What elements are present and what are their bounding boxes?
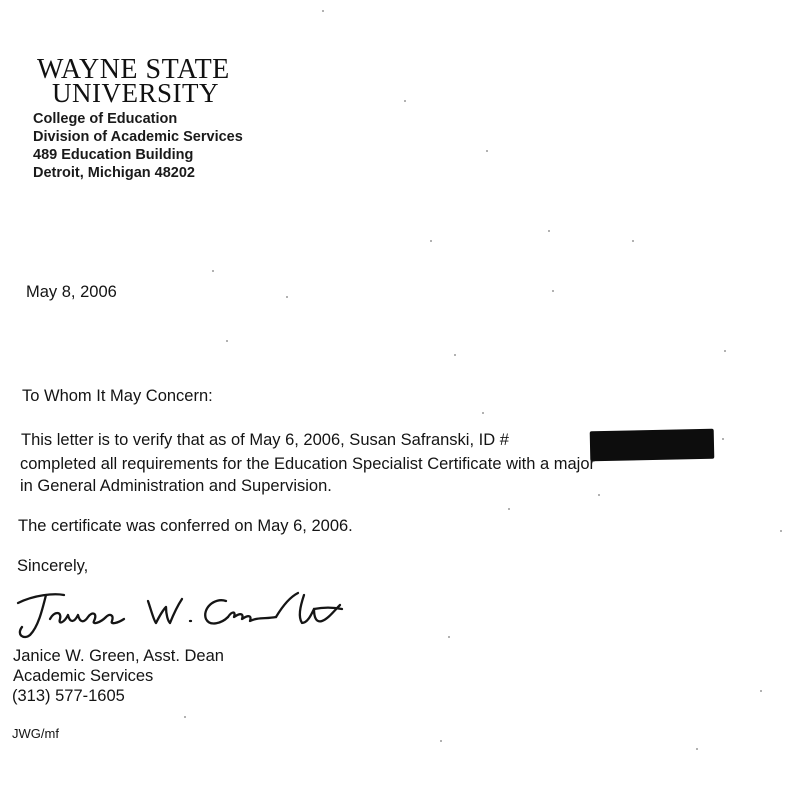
letterhead-college: College of Education xyxy=(33,111,178,127)
paragraph1-line3: in General Administration and Supervision. xyxy=(20,477,332,495)
salutation: To Whom It May Concern: xyxy=(22,387,213,405)
letter-date: May 8, 2006 xyxy=(26,283,117,301)
signer-department: Academic Services xyxy=(13,667,154,685)
letterhead-building: 489 Education Building xyxy=(33,147,194,163)
letterhead-city: Detroit, Michigan 48202 xyxy=(33,165,195,181)
handwritten-signature xyxy=(14,583,354,643)
redaction-block xyxy=(590,429,715,462)
university-logo-line1: WAYNE STATE xyxy=(37,54,230,85)
signer-phone: (313) 577-1605 xyxy=(12,687,125,705)
paragraph1-line2: completed all requirements for the Education Specialist Certificate with a major xyxy=(20,455,596,473)
typist-initials: JWG/mf xyxy=(12,726,59,741)
signer-name-title: Janice W. Green, Asst. Dean xyxy=(13,647,224,665)
paragraph2: The certificate was conferred on May 6, 2006. xyxy=(18,517,353,535)
letterhead-division: Division of Academic Services xyxy=(33,129,243,145)
closing: Sincerely, xyxy=(17,557,89,575)
university-logo-line2: UNIVERSITY xyxy=(52,78,219,108)
paragraph1-line1: This letter is to verify that as of May 6, 2006, Susan Safranski, ID # xyxy=(21,431,509,449)
